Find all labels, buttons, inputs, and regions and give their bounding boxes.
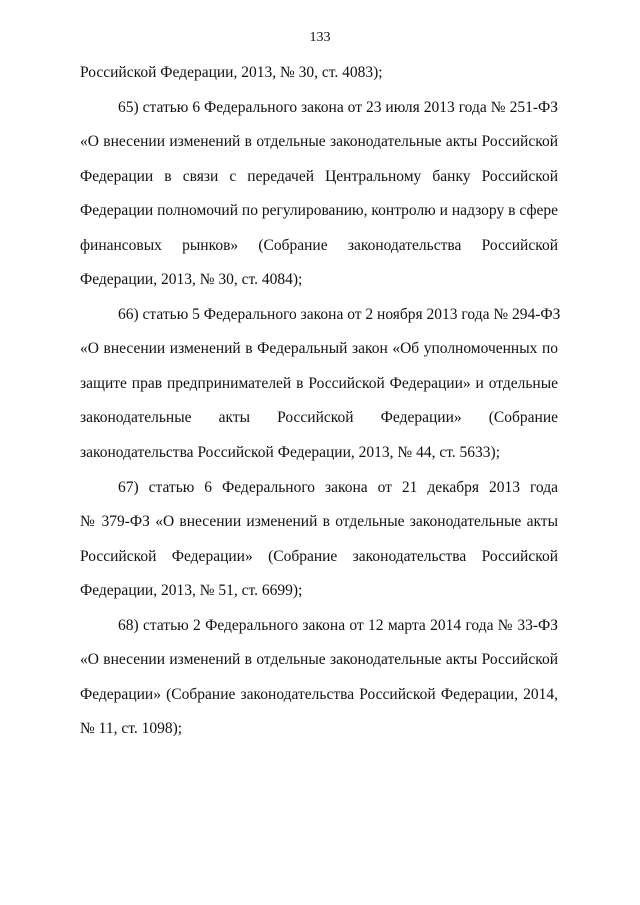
text-line: законодательные акты Российской Федерации» (Собрание bbox=[80, 409, 558, 426]
item-67-first-line: 67) статью 6 Федерального закона от 21 декабря 2013 года bbox=[118, 479, 558, 496]
item-68-first-line: 68) статью 2 Федерального закона от 12 марта 2014 года № 33-ФЗ bbox=[118, 617, 558, 634]
item-65-first-line: 65) статью 6 Федерального закона от 23 июля 2013 года № 251-ФЗ bbox=[118, 99, 558, 116]
text-line: «О внесении изменений в Федеральный закон «Об уполномоченных по bbox=[80, 340, 558, 357]
text-line: Федерации, 2013, № 30, ст. 4084); bbox=[80, 271, 303, 288]
text-line: «О внесении изменений в отдельные законодательные акты Российской bbox=[80, 133, 558, 150]
text-line: Федерации в связи с передачей Центральному банку Российской bbox=[80, 168, 558, 185]
text-line: Федерации» (Собрание законодательства Российской Федерации, 2014, bbox=[80, 686, 558, 703]
text-line: Федерации полномочий по регулированию, контролю и надзору в сфере bbox=[80, 202, 558, 219]
text-line: № 11, ст. 1098); bbox=[80, 720, 183, 737]
text-line: защите прав предпринимателей в Российской Федерации» и отдельные bbox=[80, 375, 558, 392]
text-line: Российской Федерации, 2013, № 30, ст. 4083); bbox=[80, 64, 383, 81]
text-line: Российской Федерации» (Собрание законодательства Российской bbox=[80, 548, 558, 565]
text-line: № 379-ФЗ «О внесении изменений в отдельные законодательные акты bbox=[80, 513, 558, 530]
text-line: законодательства Российской Федерации, 2013, № 44, ст. 5633); bbox=[80, 444, 501, 461]
text-line: финансовых рынков» (Собрание законодательства Российской bbox=[80, 237, 558, 254]
text-line: Федерации, 2013, № 51, ст. 6699); bbox=[80, 582, 303, 599]
text-line: «О внесении изменений в отдельные законодательные акты Российской bbox=[80, 651, 558, 668]
item-66-first-line: 66) статью 5 Федерального закона от 2 ноября 2013 года № 294-ФЗ bbox=[118, 306, 561, 323]
page-number: 133 bbox=[309, 30, 331, 45]
